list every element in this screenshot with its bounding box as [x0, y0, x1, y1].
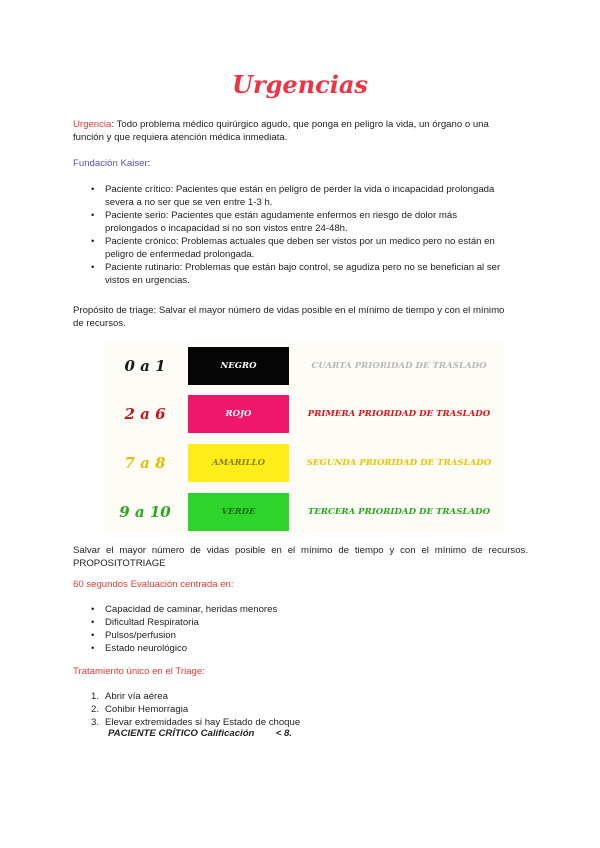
item-number: 3. — [91, 717, 100, 728]
triage-range: 0 a 1 — [124, 357, 166, 375]
item-number: 1. — [91, 691, 100, 702]
triage-row — [104, 442, 504, 484]
triage-priority: TERCERA PRIORIDAD DE TRASLADO — [307, 507, 491, 517]
triage-row — [104, 393, 504, 435]
urgencia-definition — [73, 118, 513, 144]
triage-purpose: Propósito de triage: Salvar el mayor número de vidas posible en el mínimo de tiempo y con el mínimo de recursos. — [73, 305, 505, 329]
list-item: • Paciente serio: Pacientes que están agudamente enfermos en riesgo de dolor más prolongados o incapacidad si no son vistos entre 24-48h. — [91, 209, 511, 235]
triage-priority: PRIMERA PRIORIDAD DE TRASLADO — [307, 409, 491, 419]
list-item: • Capacidad de caminar, heridas menores — [91, 603, 511, 616]
triage-range: 7 a 8 — [124, 454, 166, 472]
triage-color-cell: AMARILLO — [188, 444, 289, 482]
triage-color-cell: VERDE — [188, 493, 289, 531]
item-text: Cohibir Hemorragia — [105, 704, 189, 715]
page-title: Urgencias — [232, 70, 368, 99]
triage-color-cell: NEGRO — [188, 347, 289, 385]
item-number: 2. — [91, 704, 100, 715]
evaluation-heading: 60 segundos Evaluación centrada en: — [73, 579, 234, 590]
triage-table — [104, 342, 504, 534]
triage-summary: Salvar el mayor número de vidas posible en el mínimo de tiempo y con el mínimo de recursos. PROPOSITOTRIAGE — [73, 545, 528, 569]
list-item: • Paciente rutinario: Problemas que están bajo control, se agudiza pero no se benefician al ser vistos en urgencias. — [91, 261, 511, 287]
treatment-list — [91, 690, 511, 729]
urgencia-term: Urgencia — [73, 119, 112, 130]
kaiser-heading-colon: : — [147, 158, 151, 169]
triage-row — [104, 491, 504, 533]
list-item: • Dificultad Respiratoria — [91, 616, 511, 629]
kaiser-list — [91, 183, 511, 287]
evaluation-list — [91, 603, 511, 655]
triage-row — [104, 345, 504, 387]
list-item — [91, 703, 511, 716]
kaiser-heading — [73, 157, 513, 170]
triage-range: 9 a 10 — [119, 503, 171, 521]
item-text: Elevar extremidades si hay Estado de choque — [105, 717, 301, 728]
urgencia-text: : Todo problema médico quirúrgico agudo, que ponga en peligro la vida, un órgano o una función y que requiera atención médica inmediata. — [73, 119, 489, 143]
list-item: • Estado neurológico — [91, 642, 511, 655]
triage-priority: CUARTA PRIORIDAD DE TRASLADO — [311, 361, 487, 371]
list-item: • Pulsos/perfusion — [91, 629, 511, 642]
triage-color-cell: ROJO — [188, 395, 289, 433]
kaiser-heading-label: Fundación Kaiser — [73, 158, 148, 169]
list-item: • Paciente crónico: Problemas actuales que deben ser vistos por un medico pero no están en peligro de enfermedad prolongada. — [91, 235, 511, 261]
list-item: • Paciente crítico: Pacientes que están en peligro de perder la vida o incapacidad prolongada severa a no ser que se ven entre 1-3 h. — [91, 183, 511, 209]
triage-priority: SEGUNDA PRIORIDAD DE TRASLADO — [306, 458, 492, 468]
critical-patient-note: PACIENTE CRÍTICO Calificación < 8. — [108, 728, 293, 739]
item-text: Abrir vía aérea — [105, 691, 168, 702]
treatment-heading: Tratamiento único en el Triage: — [73, 666, 205, 677]
list-item — [91, 690, 511, 703]
triage-range: 2 a 6 — [124, 405, 166, 423]
